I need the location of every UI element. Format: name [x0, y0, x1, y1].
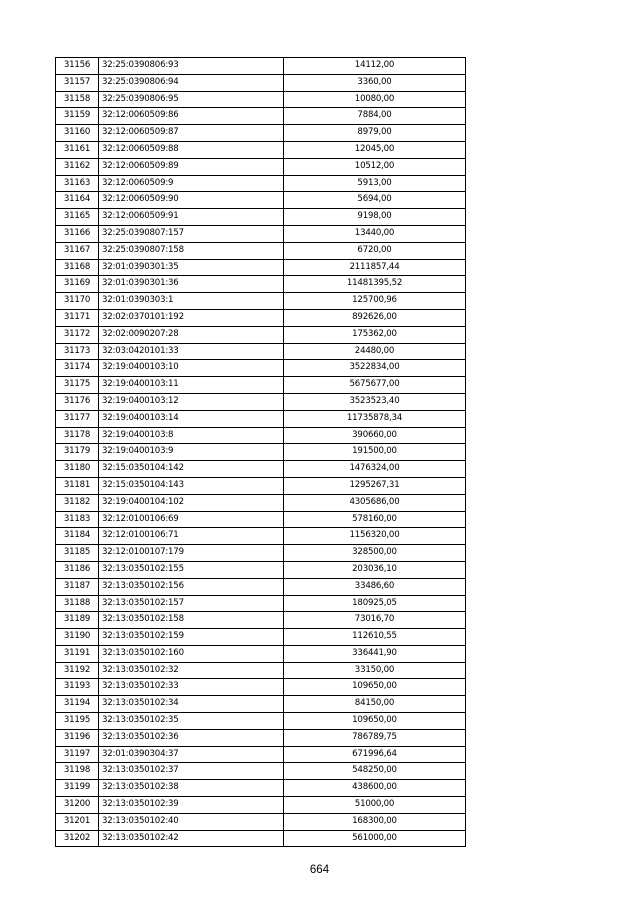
cadastral-number-cell: 32:13:0350102:39	[99, 797, 284, 814]
cadastral-number-cell: 32:13:0350102:33	[99, 679, 284, 696]
table-row	[56, 612, 466, 629]
value-cell: 5675677,00	[284, 377, 466, 394]
value-cell: 11735878,34	[284, 410, 466, 427]
table-row	[56, 91, 466, 108]
row-number-cell: 31156	[56, 58, 99, 75]
table-row	[56, 326, 466, 343]
table-row	[56, 74, 466, 91]
table-row	[56, 377, 466, 394]
row-number-cell: 31199	[56, 780, 99, 797]
value-cell: 33486,60	[284, 578, 466, 595]
cadastral-number-cell: 32:01:0390301:36	[99, 276, 284, 293]
row-number-cell: 31161	[56, 141, 99, 158]
row-number-cell: 31173	[56, 343, 99, 360]
value-cell: 336441,90	[284, 645, 466, 662]
row-number-cell: 31187	[56, 578, 99, 595]
value-cell: 786789,75	[284, 729, 466, 746]
cadastral-number-cell: 32:12:0060509:86	[99, 108, 284, 125]
table-row	[56, 309, 466, 326]
value-cell: 1295267,31	[284, 477, 466, 494]
table-row	[56, 276, 466, 293]
table-row	[56, 141, 466, 158]
cadastral-number-cell: 32:13:0350102:32	[99, 662, 284, 679]
table-row	[56, 645, 466, 662]
cadastral-number-cell: 32:12:0060509:9	[99, 175, 284, 192]
value-cell: 328500,00	[284, 545, 466, 562]
cadastral-number-cell: 32:19:0400103:14	[99, 410, 284, 427]
cadastral-number-cell: 32:19:0400103:9	[99, 444, 284, 461]
table-row	[56, 242, 466, 259]
cadastral-number-cell: 32:15:0350104:143	[99, 477, 284, 494]
row-number-cell: 31162	[56, 158, 99, 175]
row-number-cell: 31169	[56, 276, 99, 293]
row-number-cell: 31196	[56, 729, 99, 746]
cadastral-number-cell: 32:02:0090207:28	[99, 326, 284, 343]
cadastral-number-cell: 32:19:0400103:10	[99, 360, 284, 377]
row-number-cell: 31184	[56, 528, 99, 545]
page-number: 664	[309, 864, 330, 876]
cadastral-number-cell: 32:13:0350102:42	[99, 830, 284, 847]
value-cell: 6720,00	[284, 242, 466, 259]
table-row	[56, 763, 466, 780]
table-row	[56, 58, 466, 75]
value-cell: 892626,00	[284, 309, 466, 326]
table-row	[56, 461, 466, 478]
row-number-cell: 31163	[56, 175, 99, 192]
cadastral-number-cell: 32:02:0370101:192	[99, 309, 284, 326]
cadastral-number-cell: 32:25:0390806:95	[99, 91, 284, 108]
cadastral-number-cell: 32:03:0420101:33	[99, 343, 284, 360]
cadastral-number-cell: 32:19:0400103:12	[99, 393, 284, 410]
cadastral-number-cell: 32:01:0390303:1	[99, 293, 284, 310]
cadastral-number-cell: 32:25:0390807:157	[99, 225, 284, 242]
table-row	[56, 629, 466, 646]
table-row	[56, 175, 466, 192]
row-number-cell: 31164	[56, 192, 99, 209]
value-cell: 4305686,00	[284, 494, 466, 511]
value-cell: 3522834,00	[284, 360, 466, 377]
cadastral-number-cell: 32:12:0100107:179	[99, 545, 284, 562]
row-number-cell: 31160	[56, 125, 99, 142]
table-body	[56, 58, 466, 847]
row-number-cell: 31158	[56, 91, 99, 108]
cadastral-number-cell: 32:13:0350102:155	[99, 561, 284, 578]
value-cell: 2111857,44	[284, 259, 466, 276]
table-row	[56, 444, 466, 461]
value-cell: 7884,00	[284, 108, 466, 125]
cadastral-number-cell: 32:19:0400104:102	[99, 494, 284, 511]
table-row	[56, 293, 466, 310]
table-row	[56, 209, 466, 226]
value-cell: 33150,00	[284, 662, 466, 679]
row-number-cell: 31159	[56, 108, 99, 125]
value-cell: 175362,00	[284, 326, 466, 343]
row-number-cell: 31166	[56, 225, 99, 242]
value-cell: 109650,00	[284, 679, 466, 696]
value-cell: 3523523,40	[284, 393, 466, 410]
cadastral-number-cell: 32:15:0350104:142	[99, 461, 284, 478]
table-row	[56, 427, 466, 444]
table-row	[56, 561, 466, 578]
value-cell: 671996,64	[284, 746, 466, 763]
table-row	[56, 780, 466, 797]
row-number-cell: 31170	[56, 293, 99, 310]
table-row	[56, 595, 466, 612]
row-number-cell: 31191	[56, 645, 99, 662]
table-row	[56, 511, 466, 528]
table-row	[56, 192, 466, 209]
table-row	[56, 494, 466, 511]
value-cell: 168300,00	[284, 813, 466, 830]
value-cell: 5913,00	[284, 175, 466, 192]
value-cell: 438600,00	[284, 780, 466, 797]
table-row	[56, 696, 466, 713]
table-row	[56, 343, 466, 360]
cadastral-number-cell: 32:25:0390807:158	[99, 242, 284, 259]
table-row	[56, 158, 466, 175]
value-cell: 73016,70	[284, 612, 466, 629]
value-cell: 390660,00	[284, 427, 466, 444]
value-cell: 84150,00	[284, 696, 466, 713]
table-row	[56, 545, 466, 562]
row-number-cell: 31177	[56, 410, 99, 427]
value-cell: 203036,10	[284, 561, 466, 578]
cadastral-number-cell: 32:13:0350102:34	[99, 696, 284, 713]
value-cell: 125700,96	[284, 293, 466, 310]
value-cell: 10512,00	[284, 158, 466, 175]
data-table	[55, 57, 466, 847]
value-cell: 180925,05	[284, 595, 466, 612]
row-number-cell: 31193	[56, 679, 99, 696]
row-number-cell: 31182	[56, 494, 99, 511]
row-number-cell: 31188	[56, 595, 99, 612]
cadastral-number-cell: 32:13:0350102:36	[99, 729, 284, 746]
value-cell: 12045,00	[284, 141, 466, 158]
value-cell: 9198,00	[284, 209, 466, 226]
value-cell: 5694,00	[284, 192, 466, 209]
table-row	[56, 225, 466, 242]
row-number-cell: 31178	[56, 427, 99, 444]
cadastral-number-cell: 32:19:0400103:8	[99, 427, 284, 444]
value-cell: 109650,00	[284, 713, 466, 730]
row-number-cell: 31165	[56, 209, 99, 226]
row-number-cell: 31189	[56, 612, 99, 629]
table-row	[56, 729, 466, 746]
value-cell: 578160,00	[284, 511, 466, 528]
row-number-cell: 31186	[56, 561, 99, 578]
value-cell: 51000,00	[284, 797, 466, 814]
value-cell: 14112,00	[284, 58, 466, 75]
cadastral-number-cell: 32:13:0350102:38	[99, 780, 284, 797]
row-number-cell: 31168	[56, 259, 99, 276]
row-number-cell: 31157	[56, 74, 99, 91]
cadastral-number-cell: 32:13:0350102:37	[99, 763, 284, 780]
table-row	[56, 662, 466, 679]
row-number-cell: 31197	[56, 746, 99, 763]
row-number-cell: 31200	[56, 797, 99, 814]
cadastral-number-cell: 32:13:0350102:157	[99, 595, 284, 612]
value-cell: 112610,55	[284, 629, 466, 646]
cadastral-number-cell: 32:25:0390806:94	[99, 74, 284, 91]
value-cell: 1156320,00	[284, 528, 466, 545]
value-cell: 561000,00	[284, 830, 466, 847]
table-row	[56, 813, 466, 830]
table-row	[56, 125, 466, 142]
cadastral-number-cell: 32:13:0350102:159	[99, 629, 284, 646]
row-number-cell: 31176	[56, 393, 99, 410]
cadastral-number-cell: 32:01:0390304:37	[99, 746, 284, 763]
cadastral-number-cell: 32:12:0060509:91	[99, 209, 284, 226]
table-row	[56, 713, 466, 730]
cadastral-number-cell: 32:13:0350102:156	[99, 578, 284, 595]
cadastral-number-cell: 32:25:0390806:93	[99, 58, 284, 75]
row-number-cell: 31198	[56, 763, 99, 780]
row-number-cell: 31190	[56, 629, 99, 646]
value-cell: 10080,00	[284, 91, 466, 108]
row-number-cell: 31201	[56, 813, 99, 830]
table-row	[56, 259, 466, 276]
value-cell: 548250,00	[284, 763, 466, 780]
row-number-cell: 31192	[56, 662, 99, 679]
row-number-cell: 31202	[56, 830, 99, 847]
row-number-cell: 31167	[56, 242, 99, 259]
row-number-cell: 31185	[56, 545, 99, 562]
cadastral-number-cell: 32:12:0100106:69	[99, 511, 284, 528]
cadastral-number-cell: 32:13:0350102:160	[99, 645, 284, 662]
row-number-cell: 31195	[56, 713, 99, 730]
row-number-cell: 31174	[56, 360, 99, 377]
row-number-cell: 31180	[56, 461, 99, 478]
table-row	[56, 393, 466, 410]
value-cell: 11481395,52	[284, 276, 466, 293]
value-cell: 3360,00	[284, 74, 466, 91]
cadastral-number-cell: 32:13:0350102:158	[99, 612, 284, 629]
cadastral-number-cell: 32:01:0390301:35	[99, 259, 284, 276]
cadastral-number-cell: 32:13:0350102:40	[99, 813, 284, 830]
cadastral-number-cell: 32:12:0060509:90	[99, 192, 284, 209]
table-row	[56, 797, 466, 814]
table-row	[56, 108, 466, 125]
table-row	[56, 410, 466, 427]
table-row	[56, 830, 466, 847]
cadastral-number-cell: 32:12:0060509:87	[99, 125, 284, 142]
table-row	[56, 528, 466, 545]
row-number-cell: 31194	[56, 696, 99, 713]
row-number-cell: 31183	[56, 511, 99, 528]
cadastral-number-cell: 32:12:0060509:88	[99, 141, 284, 158]
row-number-cell: 31172	[56, 326, 99, 343]
cadastral-number-cell: 32:12:0060509:89	[99, 158, 284, 175]
row-number-cell: 31181	[56, 477, 99, 494]
row-number-cell: 31179	[56, 444, 99, 461]
cadastral-number-cell: 32:13:0350102:35	[99, 713, 284, 730]
value-cell: 191500,00	[284, 444, 466, 461]
cadastral-number-cell: 32:12:0100106:71	[99, 528, 284, 545]
table-row	[56, 679, 466, 696]
cadastral-number-cell: 32:19:0400103:11	[99, 377, 284, 394]
value-cell: 24480,00	[284, 343, 466, 360]
value-cell: 8979,00	[284, 125, 466, 142]
row-number-cell: 31171	[56, 309, 99, 326]
table-row	[56, 746, 466, 763]
value-cell: 13440,00	[284, 225, 466, 242]
value-cell: 1476324,00	[284, 461, 466, 478]
row-number-cell: 31175	[56, 377, 99, 394]
table-row	[56, 578, 466, 595]
table-row	[56, 477, 466, 494]
table-row	[56, 360, 466, 377]
